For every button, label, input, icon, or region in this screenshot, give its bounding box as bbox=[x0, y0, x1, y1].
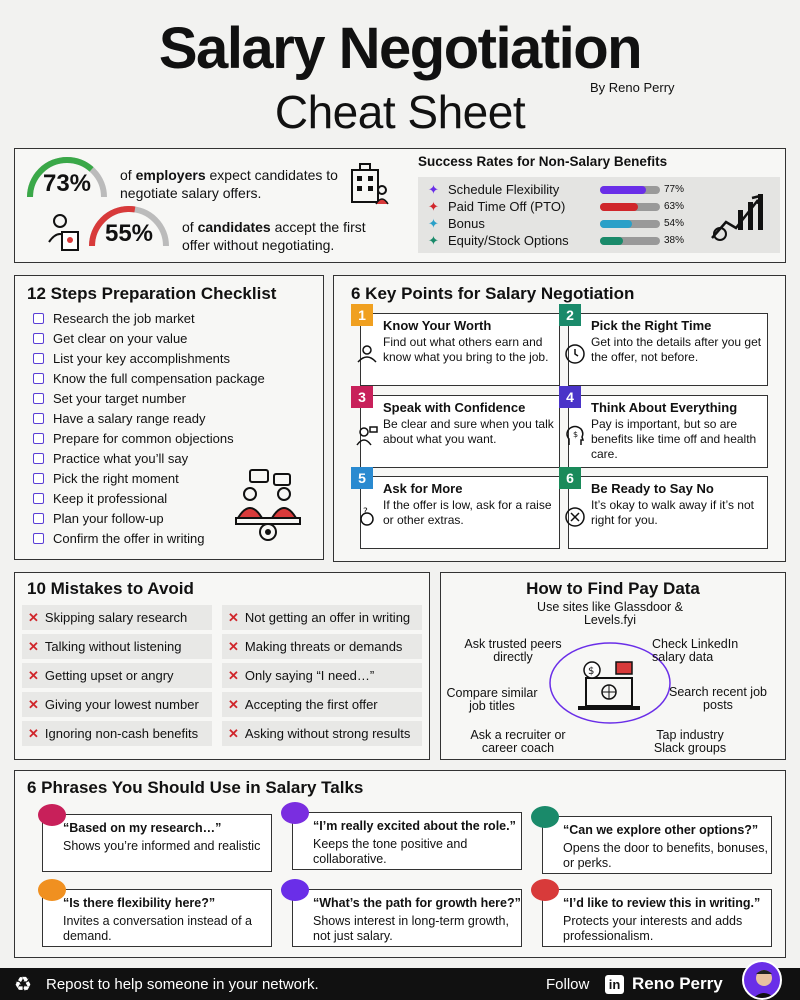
benefit-bar bbox=[600, 203, 660, 211]
keypoint-card bbox=[566, 307, 768, 386]
keypoint-body: Be clear and sure when you talk about what you want. bbox=[383, 417, 554, 446]
sparkle-icon: ✦ bbox=[428, 215, 439, 231]
paydata-item: Search recent job posts bbox=[669, 685, 767, 712]
phrase-quote: “What’s the path for growth here?” bbox=[313, 896, 521, 910]
phrase-card bbox=[542, 816, 772, 874]
checklist-item[interactable]: List your key accomplishments bbox=[33, 348, 313, 368]
phrase-body: Opens the door to benefits, bonuses, or perks. bbox=[563, 841, 768, 870]
team-meeting-icon bbox=[232, 468, 304, 544]
phrase-quote: “Can we explore other options?” bbox=[563, 823, 759, 837]
phrase-body: Keeps the tone positive and collaborative. bbox=[313, 837, 468, 866]
employers-text: of employers expect candidates to negotiate salary offers. bbox=[120, 167, 338, 201]
benefit-label: Equity/Stock Options bbox=[448, 233, 569, 248]
follow-text[interactable]: Follow bbox=[546, 976, 590, 993]
speech-bubble-icon bbox=[38, 879, 66, 901]
paydata-item: Use sites like Glassdoor & Levels.fyi bbox=[537, 600, 683, 627]
svg-text:$: $ bbox=[573, 430, 579, 439]
page-subtitle: Cheat Sheet bbox=[274, 86, 526, 138]
candidates-text: of candidates accept the first offer without negotiating. bbox=[182, 219, 366, 253]
byline: By Reno Perry bbox=[590, 80, 675, 95]
keypoint-number: 6 bbox=[559, 467, 581, 489]
checklist-item[interactable]: Have a salary range ready bbox=[33, 408, 313, 428]
phrase-quote: “I’m really excited about the role.” bbox=[313, 819, 516, 833]
benefit-row bbox=[428, 215, 688, 232]
x-icon: ✕ bbox=[28, 667, 39, 683]
growth-chart-icon bbox=[706, 182, 770, 246]
keypoint-body: If the offer is low, ask for a raise or other extras. bbox=[383, 498, 552, 527]
speech-bubble-icon bbox=[531, 879, 559, 901]
page-title: Salary Negotiation bbox=[158, 16, 642, 81]
checklist-item[interactable]: Pick the right moment bbox=[33, 468, 313, 488]
benefit-bar-fill bbox=[600, 237, 623, 245]
paydata-item: Ask a recruiter or career coach bbox=[470, 728, 566, 755]
benefit-row bbox=[428, 181, 688, 198]
mistake-item: ✕ Asking without strong results bbox=[222, 721, 422, 746]
mistake-item: ✕ Talking without listening bbox=[22, 634, 212, 659]
x-icon: ✕ bbox=[28, 725, 39, 741]
ask-icon bbox=[355, 505, 379, 529]
keypoint-card bbox=[358, 389, 560, 468]
keypoint-body: Get into the details after you get the offer, not before. bbox=[591, 335, 762, 364]
keypoint-body: It’s okay to walk away if it’s not right for you. bbox=[591, 498, 754, 527]
benefit-pct: 54% bbox=[664, 218, 685, 229]
checklist-item[interactable]: Prepare for common objections bbox=[33, 428, 313, 448]
svg-text:?: ? bbox=[363, 507, 368, 517]
computer-money-icon bbox=[574, 660, 646, 712]
keypoint-title: Think About Everything bbox=[591, 400, 738, 415]
benefit-pct: 38% bbox=[664, 235, 685, 246]
phrases-title: 6 Phrases You Should Use in Salary Talks bbox=[27, 778, 364, 797]
checklist-item[interactable]: Set your target number bbox=[33, 388, 313, 408]
speech-bubble-icon bbox=[531, 806, 559, 828]
benefit-row bbox=[428, 198, 688, 215]
benefit-bar bbox=[600, 186, 660, 194]
phrase-quote: “Is there flexibility here?” bbox=[63, 896, 216, 910]
mistake-item: ✕ Giving your lowest number bbox=[22, 692, 212, 717]
keypoint-body: Pay is important, but so are benefits like time off and health care. bbox=[591, 417, 757, 461]
benefit-bar bbox=[600, 220, 660, 228]
building-icon bbox=[346, 160, 390, 206]
checklist-item[interactable]: Get clear on your value bbox=[33, 328, 313, 348]
keypoint-card bbox=[358, 307, 560, 386]
decline-icon bbox=[563, 505, 587, 529]
sparkle-icon: ✦ bbox=[428, 232, 439, 248]
keypoint-number: 5 bbox=[351, 467, 373, 489]
mistake-item: ✕ Only saying “I need…” bbox=[222, 663, 422, 688]
keypoint-title: Ask for More bbox=[383, 481, 463, 496]
phrase-card bbox=[292, 889, 522, 947]
mistake-item: ✕ Accepting the first offer bbox=[222, 692, 422, 717]
x-icon: ✕ bbox=[28, 609, 39, 625]
keypoints-title: 6 Key Points for Salary Negotiation bbox=[351, 284, 635, 303]
linkedin-icon[interactable]: in bbox=[605, 975, 624, 994]
footer-bar bbox=[0, 968, 800, 1000]
checkbox[interactable] bbox=[33, 373, 44, 384]
mistake-item: ✕ Getting upset or angry bbox=[22, 663, 212, 688]
mistake-item: ✕ Not getting an offer in writing bbox=[222, 605, 422, 630]
benefit-label: Bonus bbox=[448, 216, 485, 231]
x-icon: ✕ bbox=[28, 638, 39, 654]
benefit-bar-fill bbox=[600, 220, 632, 228]
avatar-person-icon bbox=[744, 962, 782, 1000]
x-icon: ✕ bbox=[228, 609, 239, 625]
benefit-bar-fill bbox=[600, 203, 638, 211]
benefit-bar bbox=[600, 237, 660, 245]
checkbox[interactable] bbox=[33, 393, 44, 404]
svg-text:$: $ bbox=[588, 666, 595, 677]
head-thinking-icon bbox=[563, 424, 587, 448]
candidate-icon bbox=[46, 212, 82, 252]
x-icon: ✕ bbox=[228, 667, 239, 683]
checklist-item[interactable]: Keep it professional bbox=[33, 488, 313, 508]
handshake-icon bbox=[355, 342, 379, 366]
paydata-item: Compare similar job titles bbox=[446, 686, 538, 713]
keypoint-card bbox=[358, 470, 560, 549]
employers-pct: 73% bbox=[42, 170, 92, 197]
paydata-item: Ask trusted peers directly bbox=[464, 637, 562, 664]
benefit-bar-fill bbox=[600, 186, 646, 194]
candidates-pct: 55% bbox=[104, 220, 154, 247]
checklist-title: 12 Steps Preparation Checklist bbox=[27, 284, 277, 303]
mistakes-title: 10 Mistakes to Avoid bbox=[27, 579, 194, 598]
checkbox[interactable] bbox=[33, 413, 44, 424]
phrase-card bbox=[42, 889, 272, 947]
benefits-title: Success Rates for Non-Salary Benefits bbox=[418, 154, 668, 169]
clock-money-icon bbox=[563, 342, 587, 366]
benefit-label: Paid Time Off (PTO) bbox=[448, 199, 566, 214]
phrase-quote: “I’d like to review this in writing.” bbox=[563, 896, 761, 910]
avatar[interactable] bbox=[742, 960, 782, 1000]
phrase-card bbox=[292, 812, 522, 870]
paydata-item: Tap industry Slack groups bbox=[653, 728, 727, 755]
checkbox[interactable] bbox=[33, 453, 44, 464]
checklist-item[interactable]: Know the full compensation package bbox=[33, 368, 313, 388]
keypoint-number: 2 bbox=[559, 304, 581, 326]
speaker-icon bbox=[355, 424, 379, 448]
phrase-body: Shows you’re informed and realistic bbox=[63, 839, 261, 853]
author-name[interactable]: Reno Perry bbox=[632, 974, 723, 993]
keypoint-title: Speak with Confidence bbox=[383, 400, 526, 415]
x-icon: ✕ bbox=[228, 638, 239, 654]
mistake-item: ✕ Skipping salary research bbox=[22, 605, 212, 630]
checkbox[interactable] bbox=[33, 533, 44, 544]
paydata-title: How to Find Pay Data bbox=[526, 579, 700, 598]
benefit-pct: 63% bbox=[664, 201, 685, 212]
phrase-quote: “Based on my research…” bbox=[63, 821, 222, 835]
keypoint-card bbox=[566, 470, 768, 549]
checkbox[interactable] bbox=[33, 493, 44, 504]
x-icon: ✕ bbox=[228, 725, 239, 741]
keypoint-title: Pick the Right Time bbox=[591, 318, 712, 333]
benefits-list bbox=[428, 181, 688, 249]
keypoint-card bbox=[566, 389, 768, 468]
benefit-pct: 77% bbox=[664, 184, 685, 195]
checklist-item[interactable]: Research the job market bbox=[33, 308, 313, 328]
speech-bubble-icon bbox=[38, 804, 66, 826]
checkbox[interactable] bbox=[33, 433, 44, 444]
keypoint-title: Know Your Worth bbox=[383, 318, 492, 333]
checklist-item[interactable]: Plan your follow-up bbox=[33, 508, 313, 528]
keypoint-number: 1 bbox=[351, 304, 373, 326]
sparkle-icon: ✦ bbox=[428, 181, 439, 197]
benefit-row bbox=[428, 232, 688, 249]
phrase-card bbox=[542, 889, 772, 947]
recycle-icon: ♻ bbox=[14, 974, 32, 996]
keypoint-number: 4 bbox=[559, 386, 581, 408]
x-icon: ✕ bbox=[28, 696, 39, 712]
benefit-label: Schedule Flexibility bbox=[448, 182, 560, 197]
paydata-item: Check LinkedIn salary data bbox=[652, 637, 739, 664]
phrase-body: Protects your interests and adds professionalism. bbox=[563, 914, 743, 943]
keypoint-body: Find out what others earn and know what you bring to the job. bbox=[383, 335, 549, 364]
checkbox[interactable] bbox=[33, 353, 44, 364]
checklist-item[interactable]: Practice what you’ll say bbox=[33, 448, 313, 468]
mistake-item: ✕ Ignoring non-cash benefits bbox=[22, 721, 212, 746]
sparkle-icon: ✦ bbox=[428, 198, 439, 214]
repost-text: Repost to help someone in your network. bbox=[46, 976, 319, 993]
checkbox[interactable] bbox=[33, 473, 44, 484]
keypoint-number: 3 bbox=[351, 386, 373, 408]
checkbox[interactable] bbox=[33, 313, 44, 324]
phrase-card bbox=[42, 814, 272, 872]
phrase-body: Shows interest in long-term growth, not just salary. bbox=[313, 914, 509, 943]
speech-bubble-icon bbox=[281, 879, 309, 901]
checkbox[interactable] bbox=[33, 333, 44, 344]
phrase-body: Invites a conversation instead of a demand. bbox=[63, 914, 253, 943]
checkbox[interactable] bbox=[33, 513, 44, 524]
keypoint-title: Be Ready to Say No bbox=[591, 481, 714, 496]
mistake-item: ✕ Making threats or demands bbox=[222, 634, 422, 659]
x-icon: ✕ bbox=[228, 696, 239, 712]
checklist-item[interactable]: Confirm the offer in writing bbox=[33, 528, 313, 548]
speech-bubble-icon bbox=[281, 802, 309, 824]
